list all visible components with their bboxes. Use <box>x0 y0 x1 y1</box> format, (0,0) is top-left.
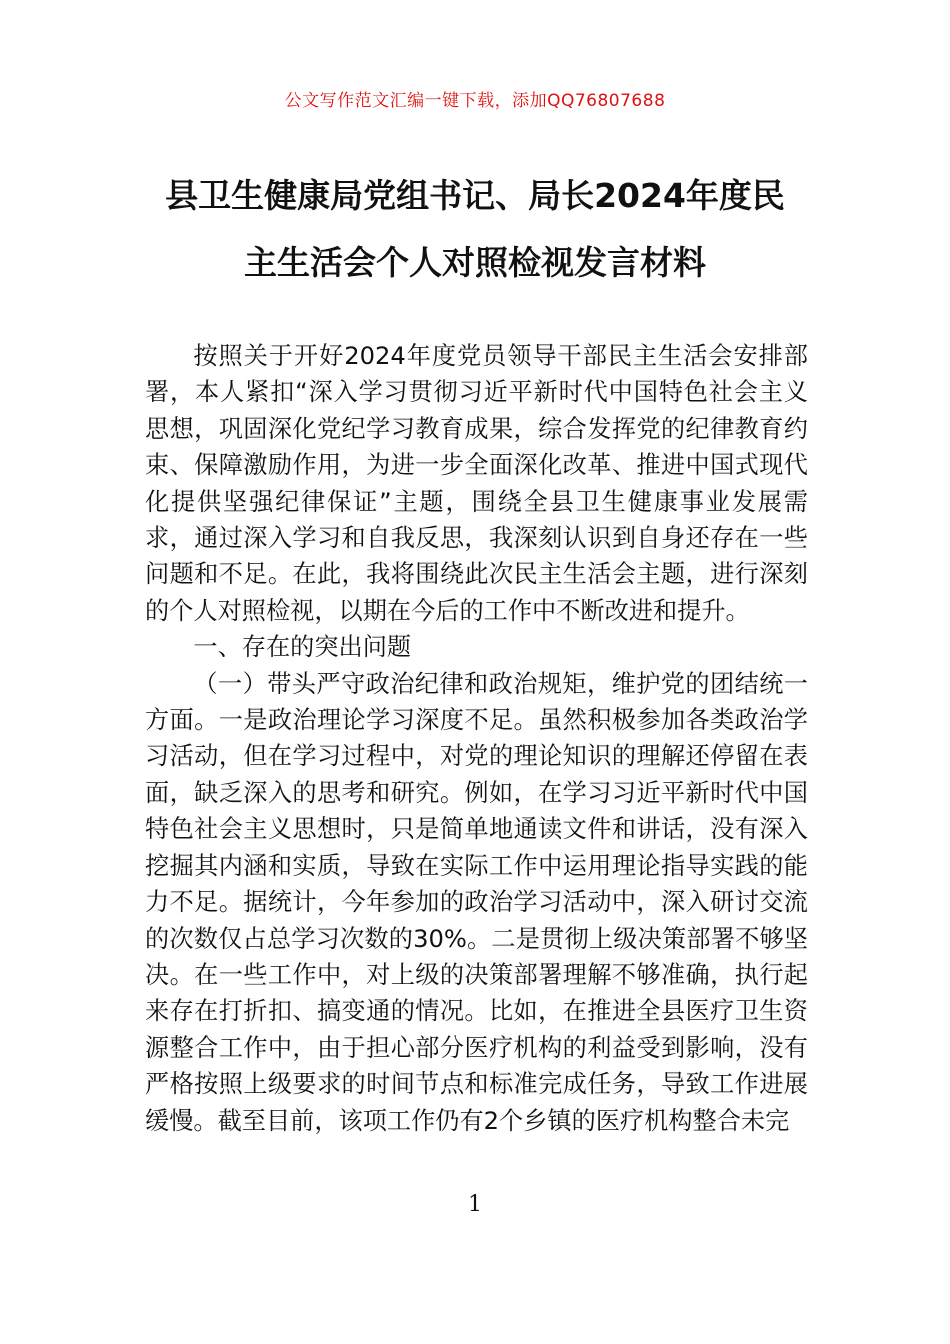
intro-paragraph: 按照关于开好2024年度党员领导干部民主生活会安排部署，本人紧扣“深入学习贯彻习近平新时代中国特色社会主义思想，巩固深化党纪学习教育成果，综合发挥党的纪律教育约束、保障激励作用，为进一步全面深化改革、推进中国式现代化提供坚强纪律保证”主题，围绕全县卫生健康事业发展需求，通过深入学习和自我反思，我深刻认识到自身还存在一些问题和不足。在此，我将围绕此次民主生活会主题，进行深刻的个人对照检视，以期在今后的工作中不断改进和提升。 <box>145 342 808 625</box>
section-heading: 一、存在的突出问题 <box>193 633 412 662</box>
promo-banner: 公文写作范文汇编一键下载，添加QQ76807688 <box>284 91 666 111</box>
document-body <box>145 338 808 1139</box>
body-paragraph: （一）带头严守政治纪律和政治规矩，维护党的团结统一方面。一是政治理论学习深度不足。虽然积极参加各类政治学习活动，但在学习过程中，对党的理论知识的理解还停留在表面，缺乏深入的思考和研究。例如，在学习习近平新时代中国特色社会主义思想时，只是简单地通读文件和讲话，没有深入挖掘其内涵和实质，导致在实际工作中运用理论指导实践的能力不足。据统计，今年参加的政治学习活动中，深入研讨交流的次数仅占总学习次数的30%。二是贯彻上级决策部署不够坚决。在一些工作中，对上级的决策部署理解不够准确，执行起来存在打折扣、搞变通的情况。比如，在推进全县医疗卫生资源整合工作中，由于担心部分医疗机构的利益受到影响，没有严格按照上级要求的时间节点和标准完成任务，导致工作进展缓慢。截至目前，该项工作仍有2个乡镇的医疗机构整合未完 <box>145 669 808 1135</box>
document-title-line-2: 主生活会个人对照检视发言材料 <box>244 243 706 282</box>
page-number: 1 <box>468 1192 482 1217</box>
document-title-line-1: 县卫生健康局党组书记、局长2024年度民 <box>165 176 785 215</box>
